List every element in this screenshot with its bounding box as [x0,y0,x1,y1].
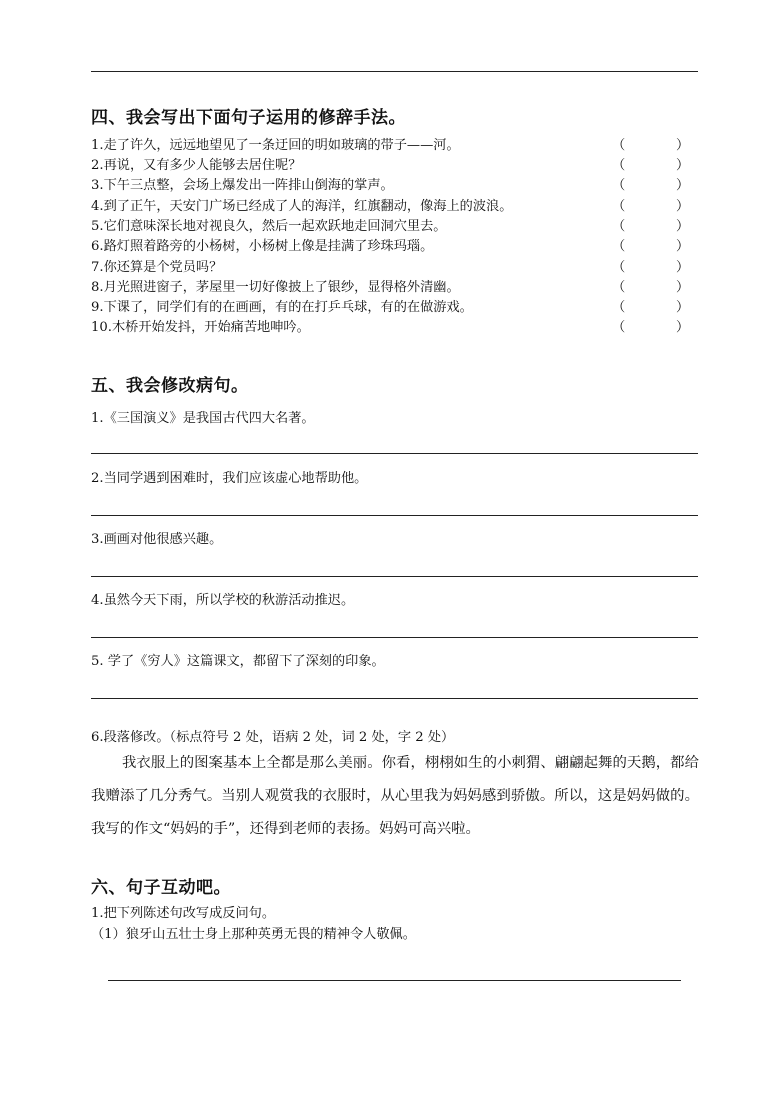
answer-paren-close: ） [676,178,690,193]
list-item: 6.路灯照着路旁的小杨树，小杨树上像是挂满了珍珠玛瑙。 [91,239,434,254]
answer-line[interactable] [91,637,698,638]
list-item: 2.再说，又有多少人能够去居住呢？ [91,158,302,173]
list-item: 1.《三国演义》是我国古代四大名著。 [91,411,315,426]
answer-paren-open: （ [612,239,626,254]
list-item: 2.当同学遇到困难时，我们应该虚心地帮助他。 [91,471,368,486]
section4-heading: 四、我会写出下面句子运用的修辞手法。 [91,108,406,128]
answer-paren-close: ） [676,280,690,295]
list-item: 9.下课了，同学们有的在画画，有的在打乒乓球，有的在做游戏。 [91,300,473,315]
paragraph-task: 6.段落修改。（标点符号 2 处，语病 2 处，词 2 处，字 2 处） [91,730,455,745]
answer-paren-open: （ [612,138,626,153]
answer-paren-close: ） [676,219,690,234]
paragraph-body [91,747,699,846]
list-item: 4.到了正午，天安门广场已经成了人的海洋，红旗翻动，像海上的波浪。 [91,199,513,214]
answer-line[interactable] [108,980,681,981]
answer-line[interactable] [91,453,698,454]
list-item: 1.走了许久，远远地望见了一条迂回的明如玻璃的带子——河。 [91,138,460,153]
answer-line[interactable] [91,698,698,699]
list-item: 5. 学了《穷人》这篇课文，都留下了深刻的印象。 [91,654,385,669]
answer-paren-open: （ [612,280,626,295]
section6-heading: 六、句子互动吧。 [91,878,231,898]
answer-paren-close: ） [676,199,690,214]
top-divider [91,71,698,72]
list-item: 3.下午三点整，会场上爆发出一阵排山倒海的掌声。 [91,178,394,193]
answer-paren-close: ） [676,239,690,254]
answer-paren-close: ） [676,300,690,315]
answer-paren-close: ） [676,158,690,173]
answer-paren-close: ） [676,320,690,335]
paragraph-text: 我衣服上的图案基本上全都是那么美丽。你看，栩栩如生的小刺猬、翩翩起舞的天鹅，都给我赠添了几分秀气。当别人观赏我的衣服时，从心里我为妈妈感到骄傲。所以，这是妈妈做的。我写的作文“妈妈的手”，还得到老师的表扬。妈妈可高兴啦。 [91,755,699,837]
answer-paren-open: （ [612,178,626,193]
list-item: 3.画画对他很感兴趣。 [91,532,223,547]
answer-paren-open: （ [612,300,626,315]
section6-task: 1.把下列陈述句改写成反问句。 [91,906,276,921]
answer-line[interactable] [91,576,698,577]
answer-paren-open: （ [612,260,626,275]
section5-heading: 五、我会修改病句。 [91,376,249,396]
answer-paren-close: ） [676,260,690,275]
answer-line[interactable] [91,515,698,516]
list-item: 10.木桥开始发抖，开始痛苦地呻吟。 [91,320,310,335]
list-item: 8.月光照进窗子，茅屋里一切好像披上了银纱，显得格外清幽。 [91,280,460,295]
list-item: 4.虽然今天下雨，所以学校的秋游活动推迟。 [91,593,355,608]
answer-paren-open: （ [612,199,626,214]
list-item: 5.它们意味深长地对视良久，然后一起欢跃地走回洞穴里去。 [91,219,447,234]
list-item: 7.你还算是个党员吗？ [91,260,223,275]
answer-paren-open: （ [612,219,626,234]
answer-paren-close: ） [676,138,690,153]
section6-subitem: （1）狼牙山五壮士身上那种英勇无畏的精神令人敬佩。 [91,927,416,942]
answer-paren-open: （ [612,158,626,173]
answer-paren-open: （ [612,320,626,335]
